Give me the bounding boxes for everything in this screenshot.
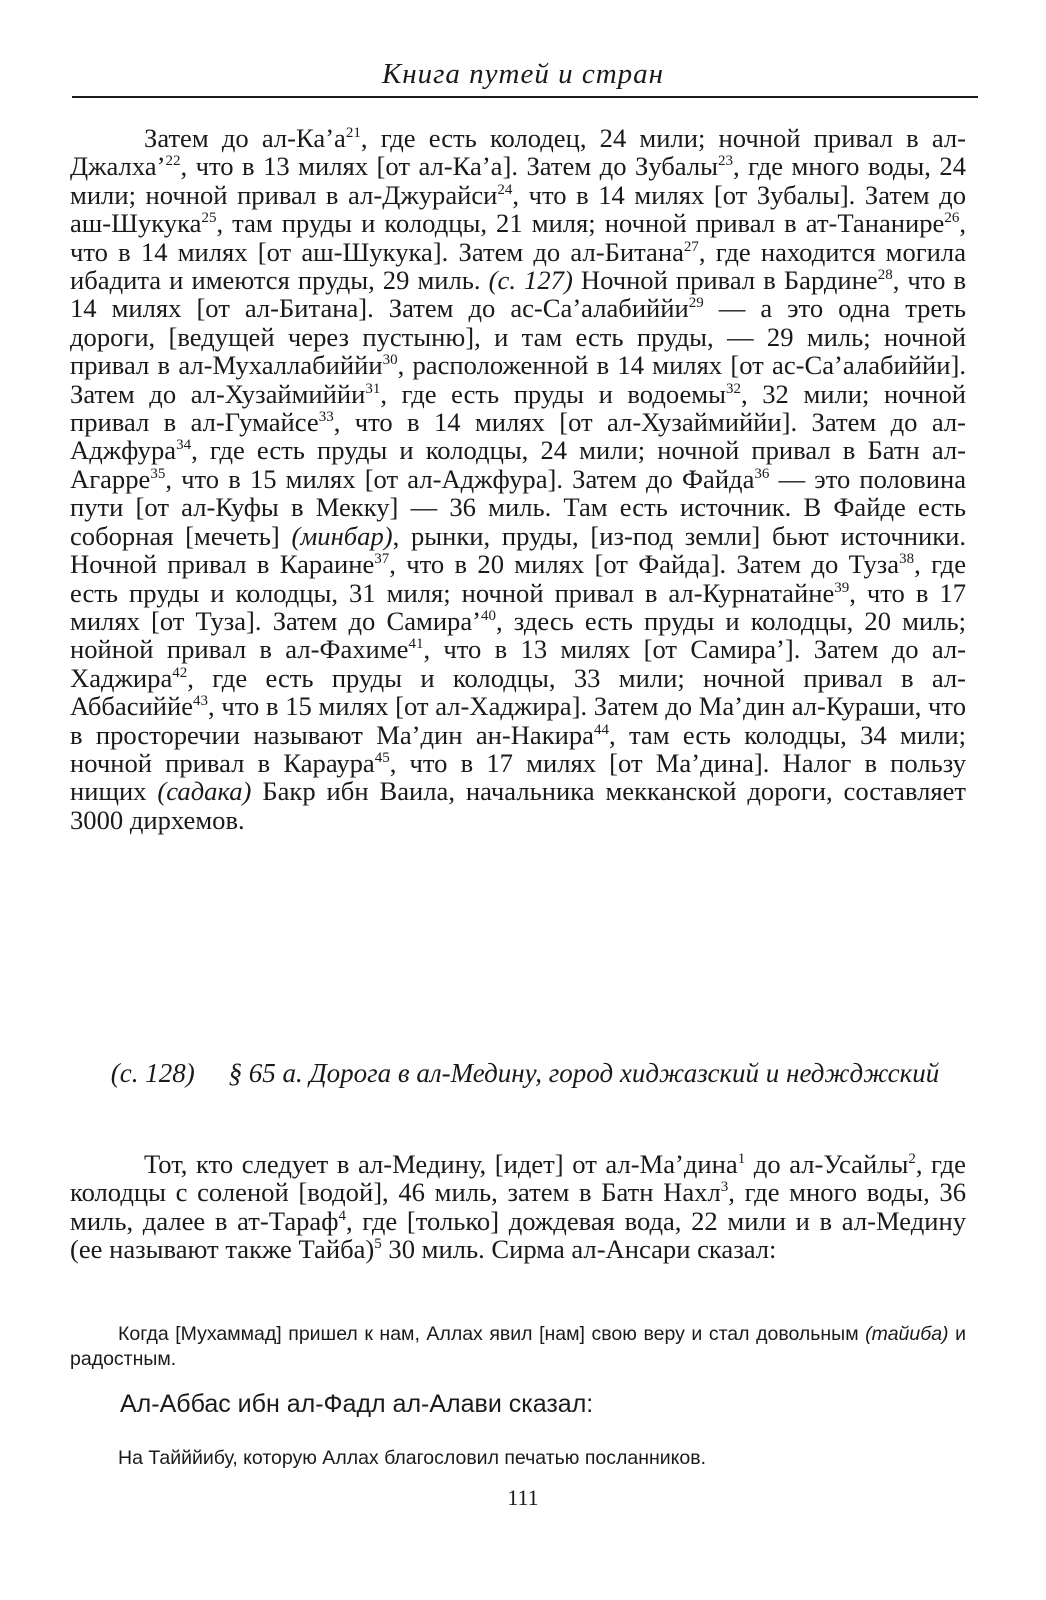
text-run: , где есть пруды и колодцы, 31 миля; ночной привал в ал-Курнатайне: [70, 549, 966, 608]
section-title-text: § 65 а. Дорога в ал-Медину, город хиджазский и неджджский: [228, 1058, 940, 1088]
footnote-marker: 5: [374, 1236, 382, 1253]
text-run: , рынки, пруды, [из-под земли] бьют источники. Ночной привал в Караине: [70, 520, 966, 580]
text-run: , что в 20 милях [от Файда]. Затем до Туза: [389, 549, 900, 580]
running-title: Книга путей и стран: [381, 58, 665, 90]
text-run: Затем до ал-Ка’а: [144, 123, 346, 153]
text-run: и радостным.: [70, 1323, 967, 1370]
text-run: Бакр ибн Ваила, начальника мекканской дороги, составляет 3000 дирхемов.: [70, 776, 966, 835]
footnote-marker: 34: [176, 437, 192, 454]
footnote-marker: 23: [717, 153, 733, 170]
footnote-marker: 35: [150, 465, 166, 482]
text-run: , где есть колодец, 24 мили; ночной привал в ал-Джалха’: [70, 123, 966, 182]
footnote-marker: 27: [683, 238, 699, 255]
page-number: 111: [507, 1485, 539, 1510]
text-run: , где находится могила ибадита и имеются пруды, 29 миль.: [70, 236, 966, 296]
footnote-marker: 37: [374, 551, 390, 568]
italic-run: (с. 127): [488, 265, 573, 296]
text-run: , что в 15 милях [от ал-Аджфура]. Затем до Файда: [165, 463, 755, 494]
footnote-marker: 42: [172, 664, 188, 681]
footnote-marker: 38: [899, 551, 915, 568]
footnote-marker: 3: [720, 1179, 729, 1196]
text-run: , что в 14 милях [от аш-Шукука]. Затем до ал-Битана: [70, 208, 966, 267]
text-run: — а это одна треть дороги, [ведущей через пустыню], и там есть пруды, — 29 миль; ночной привал в ал-Мухаллабиййи: [70, 293, 966, 381]
footnote-marker: 36: [754, 465, 770, 482]
text-run: , расположенной в 14 милях [от ас-Са’алабиййи]. Затем до ал-Хузаймиййи: [70, 350, 966, 409]
section-paragraph: [70, 1150, 966, 1264]
footnote-marker: 45: [374, 749, 390, 766]
header-rule: [72, 96, 978, 98]
text-run: , что в 17 милях [от Ма’дина]. Налог в пользу нищих: [70, 747, 966, 807]
text-run: , что в 13 милях [от Самира’]. Затем до ал-Хаджира: [70, 634, 967, 693]
footnote-marker: 25: [201, 210, 217, 227]
text-run: На Тайййибу, которую Аллах благословил печатью посланников.: [118, 1447, 707, 1469]
footnote-marker: 41: [408, 636, 424, 653]
section-heading: [90, 1058, 960, 1089]
text-run: , что в 14 милях [от Зубалы]. Затем до аш-Шукука: [70, 179, 966, 239]
text-run: , там есть колодцы, 34 мили; ночной привал в Караура: [70, 719, 966, 778]
text-run: , что в 14 милях [от ал-Хузаймиййи]. Затем до ал-Аджфура: [70, 407, 966, 466]
text-run: , что в 15 милях [от ал-Хаджира]. Затем до Ма’дин ал-Кураши, что в просторечии называют Ма’дин ан-Накира: [70, 691, 966, 750]
footnote-marker: 21: [345, 125, 361, 141]
footnote-marker: 33: [318, 409, 334, 426]
footnote-marker: 30: [382, 352, 398, 369]
text-run: , там пруды и колодцы, 21 миля; ночной привал в ат-Тананире: [216, 208, 945, 239]
text-run: , где есть пруды и колодцы, 33 мили; ночной привал в ал-Аббасиййе: [70, 662, 966, 722]
footnote-marker: 43: [193, 693, 209, 710]
text-run: , где много воды, 36 миль, далее в ат-Тараф: [70, 1177, 966, 1236]
italic-run: (тайиба): [865, 1323, 949, 1345]
text-run: , здесь есть пруды и колодцы, 20 миль; нойной привал в ал-Фахиме: [70, 605, 966, 665]
footnote-marker: 22: [165, 153, 181, 170]
quote-intro: Ал-Аббас ибн ал-Фадл ал-Алави сказал:: [120, 1390, 594, 1418]
text-run: до ал-Усайлы: [745, 1149, 909, 1179]
verse-quote-2: [70, 1446, 966, 1471]
text-run: Тот, кто следует в ал-Медину, [идет] от ал-Ма’дина: [144, 1149, 738, 1179]
text-run: , 32 мили; ночной привал в ал-Гумайсе: [70, 378, 966, 438]
footnote-marker: 31: [365, 380, 381, 397]
italic-run: (минбар): [291, 520, 393, 551]
text-run: , где колодцы с соленой [водой], 46 миль, затем в Батн Нахл: [70, 1149, 966, 1208]
footnote-marker: 1: [737, 1151, 746, 1167]
footnote-marker: 39: [834, 579, 850, 596]
text-run: , где есть пруды и колодцы, 24 мили; ночной привал в Батн ал-Агарре: [70, 435, 966, 494]
text-run: Ночной привал в Бардине: [572, 265, 878, 296]
text-run: , где есть пруды и водоемы: [380, 378, 726, 409]
text-run: , где много воды, 24 мили; ночной привал в ал-Джурайси: [70, 151, 966, 210]
italic-run: (садака): [157, 776, 252, 807]
text-run: , что в 17 милях [от Туза]. Затем до Самира’: [70, 577, 967, 636]
main-paragraph: [70, 124, 966, 834]
text-run: , что в 14 милях [от ал-Битана]. Затем до ас-Са’алабиййи: [70, 265, 966, 324]
footnote-marker: 29: [688, 295, 704, 312]
text-run: — это половина пути [от ал-Куфы в Мекку] — 36 миль. Там есть источник. В Файде есть соборная [мечеть]: [70, 463, 966, 551]
text-run: , где [только] дождевая вода, 22 мили и в ал-Медину (ее называют также Тайба): [70, 1205, 966, 1265]
footnote-marker: 40: [481, 607, 497, 624]
footnote-marker: 24: [497, 181, 513, 198]
footnote-marker: 28: [877, 267, 893, 284]
footnote-marker: 26: [944, 210, 960, 227]
footnote-marker: 2: [908, 1151, 916, 1167]
footnote-marker: 44: [594, 721, 609, 738]
section-page-ref: (с. 128): [110, 1058, 195, 1088]
text-run: 30 миль. Сирма ал-Ансари сказал:: [381, 1234, 777, 1265]
text-run: Когда [Мухаммад] пришел к нам, Аллах явил [нам] свою веру и стал довольным: [118, 1323, 866, 1345]
footnote-marker: 32: [726, 380, 741, 397]
text-run: , что в 13 милях [от ал-Ка’а]. Затем до Зубалы: [180, 151, 718, 182]
verse-quote-1: [70, 1322, 966, 1372]
footnote-marker: 4: [338, 1207, 346, 1224]
